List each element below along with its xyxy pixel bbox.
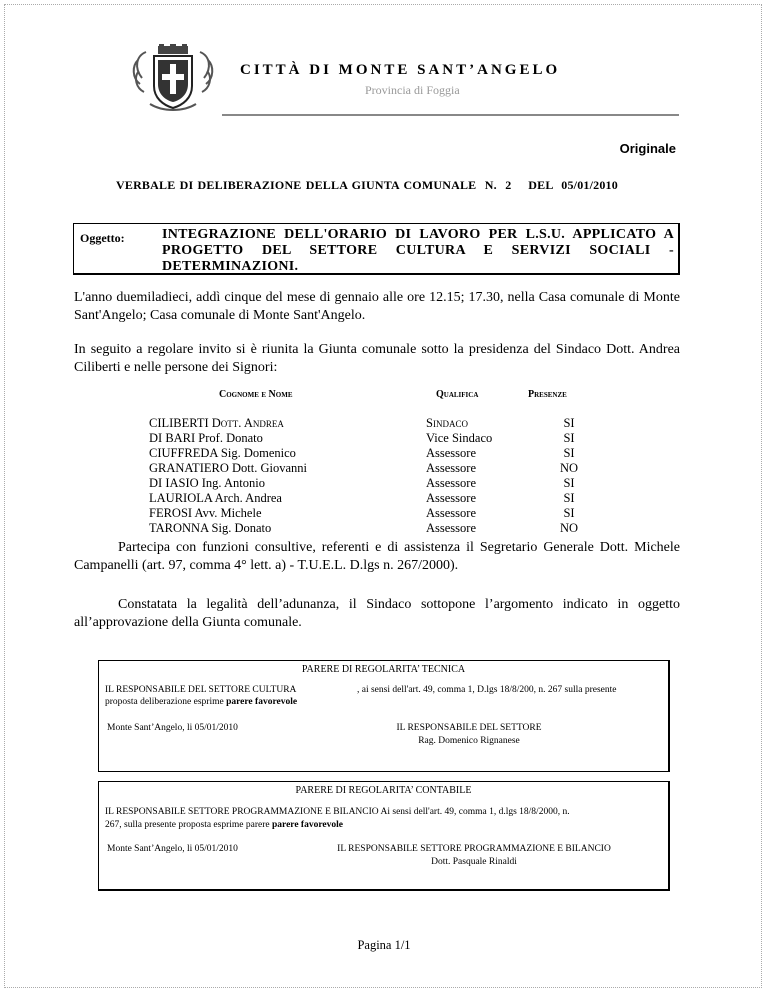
- member-presence: SI: [563, 506, 575, 520]
- member-presence-column: [540, 416, 598, 536]
- parere-contabile-firma-titolo: IL RESPONSABILE SETTORE PROGRAMMAZIONE E BILANCIO: [337, 844, 611, 854]
- oggetto-box: [73, 223, 680, 275]
- parere-tecnico-title: PARERE DI REGOLARITA’ TECNICA: [301, 664, 466, 675]
- member-name: FEROSI Avv. Michele: [149, 506, 262, 520]
- member-name: DI IASIO Ing. Antonio: [149, 476, 265, 490]
- member-role: Vice Sindaco: [426, 431, 493, 445]
- parere-contabile-line1: IL RESPONSABILE SETTORE PROGRAMMAZIONE E BILANCIO Ai sensi dell'art. 49, comma 1, d.lgs 18/8/2000, n.: [105, 807, 570, 817]
- member-presence: SI: [563, 416, 575, 430]
- member-role: Assessore: [426, 491, 476, 505]
- parere-contabile-esito: [105, 820, 343, 830]
- member-name: CILIBERTI Dott. Andrea: [149, 416, 284, 430]
- member-name: DI BARI Prof. Donato: [149, 431, 263, 445]
- parere-tecnico-luogo-data: Monte Sant’Angelo, li 05/01/2010: [107, 723, 238, 733]
- city-name: CITTÀ DI MONTE SANT’ANGELO: [240, 62, 561, 78]
- header-presenze: Presenze: [528, 389, 567, 400]
- parere-tecnico-favorevole: parere favorevole: [226, 697, 298, 707]
- parere-tecnico-box: [98, 660, 670, 772]
- parere-tecnico-firma-nome: Rag. Domenico Rignanese: [418, 736, 520, 746]
- header-qualifica: Qualifica: [436, 389, 479, 400]
- parere-tecnico-firma-titolo: IL RESPONSABILE DEL SETTORE: [396, 723, 542, 733]
- parere-tecnico-responsabile: IL RESPONSABILE DEL SETTORE CULTURA: [105, 685, 297, 695]
- member-presence: SI: [563, 446, 575, 460]
- member-presence: NO: [559, 461, 579, 475]
- parere-contabile-firma-nome: Dott. Pasquale Rinaldi: [431, 857, 517, 867]
- parere-contabile-esito-text: 267, sulla presente proposta esprime parere: [105, 820, 272, 830]
- member-role: Assessore: [426, 476, 476, 490]
- member-roles-column: [426, 416, 492, 536]
- member-presence: NO: [559, 521, 579, 535]
- city-crest-icon: [128, 44, 218, 114]
- intro-paragraph: L'anno duemiladieci, addì cinque del mese di gennaio alle ore 12.15; 17.30, nella Casa comunale di Monte Sant'Angelo; Casa comunale di Monte Sant'Angelo.: [74, 290, 680, 323]
- document-status: Originale: [619, 141, 676, 156]
- member-role: Assessore: [426, 521, 476, 535]
- segretario-paragraph: Partecipa con funzioni consultive, referenti e di assistenza il Segretario Generale Dott. Michele Campanelli (art. 97, comma 4° lett. a) - T.U.E.L. D.lgs n. 267/2000).: [74, 540, 680, 573]
- verbale-title: VERBALE DI DELIBERAZIONE DELLA GIUNTA COMUNALE N. 2 DEL 05/01/2010: [116, 178, 618, 192]
- province-name: Provincia di Foggia: [365, 83, 460, 97]
- header-cognome-nome: Cognome e Nome: [219, 389, 293, 400]
- member-name: TARONNA Sig. Donato: [149, 521, 272, 535]
- parere-contabile-luogo-data: Monte Sant’Angelo, li 05/01/2010: [107, 844, 238, 854]
- oggetto-text: INTEGRAZIONE DELL'ORARIO DI LAVORO PER L.S.U. APPLICATO A PROGETTO DEL SETTORE CULTURA E SERVIZI SOCIALI - DETERMINAZIONI.: [162, 227, 674, 274]
- header-divider: [222, 114, 679, 116]
- page-number: Pagina 1/1: [357, 938, 411, 952]
- parere-contabile-favorevole: parere favorevole: [271, 820, 343, 830]
- parere-tecnico-riferimento: , ai sensi dell'art. 49, comma 1, D.lgs 18/8/200, n. 267 sulla presente: [357, 685, 617, 695]
- member-role: Assessore: [426, 461, 476, 475]
- member-name: GRANATIERO Dott. Giovanni: [149, 461, 307, 475]
- member-role: Assessore: [426, 446, 476, 460]
- parere-tecnico-esito-text: proposta deliberazione esprime: [105, 697, 227, 707]
- parere-tecnico-esito: [105, 697, 297, 707]
- legalita-paragraph: Constatata la legalità dell’adunanza, il Sindaco sottopone l’argomento indicato in oggetto all’approvazione della Giunta comunale.: [74, 597, 680, 630]
- member-presence: SI: [563, 431, 575, 445]
- member-role: Sindaco: [426, 416, 468, 430]
- parere-contabile-box: [98, 781, 670, 891]
- member-presence: SI: [563, 491, 575, 505]
- member-presence: SI: [563, 476, 575, 490]
- member-name: CIUFFREDA Sig. Domenico: [149, 446, 296, 460]
- member-role: Assessore: [426, 506, 476, 520]
- oggetto-label: Oggetto:: [80, 231, 125, 245]
- member-name: LAURIOLA Arch. Andrea: [149, 491, 282, 505]
- convocazione-paragraph: In seguito a regolare invito si è riunita la Giunta comunale sotto la presidenza del Sindaco Dott. Andrea Ciliberti e nelle persone dei Signori:: [74, 342, 680, 375]
- parere-contabile-title: PARERE DI REGOLARITA’ CONTABILE: [295, 785, 472, 796]
- member-names-column: [149, 416, 307, 536]
